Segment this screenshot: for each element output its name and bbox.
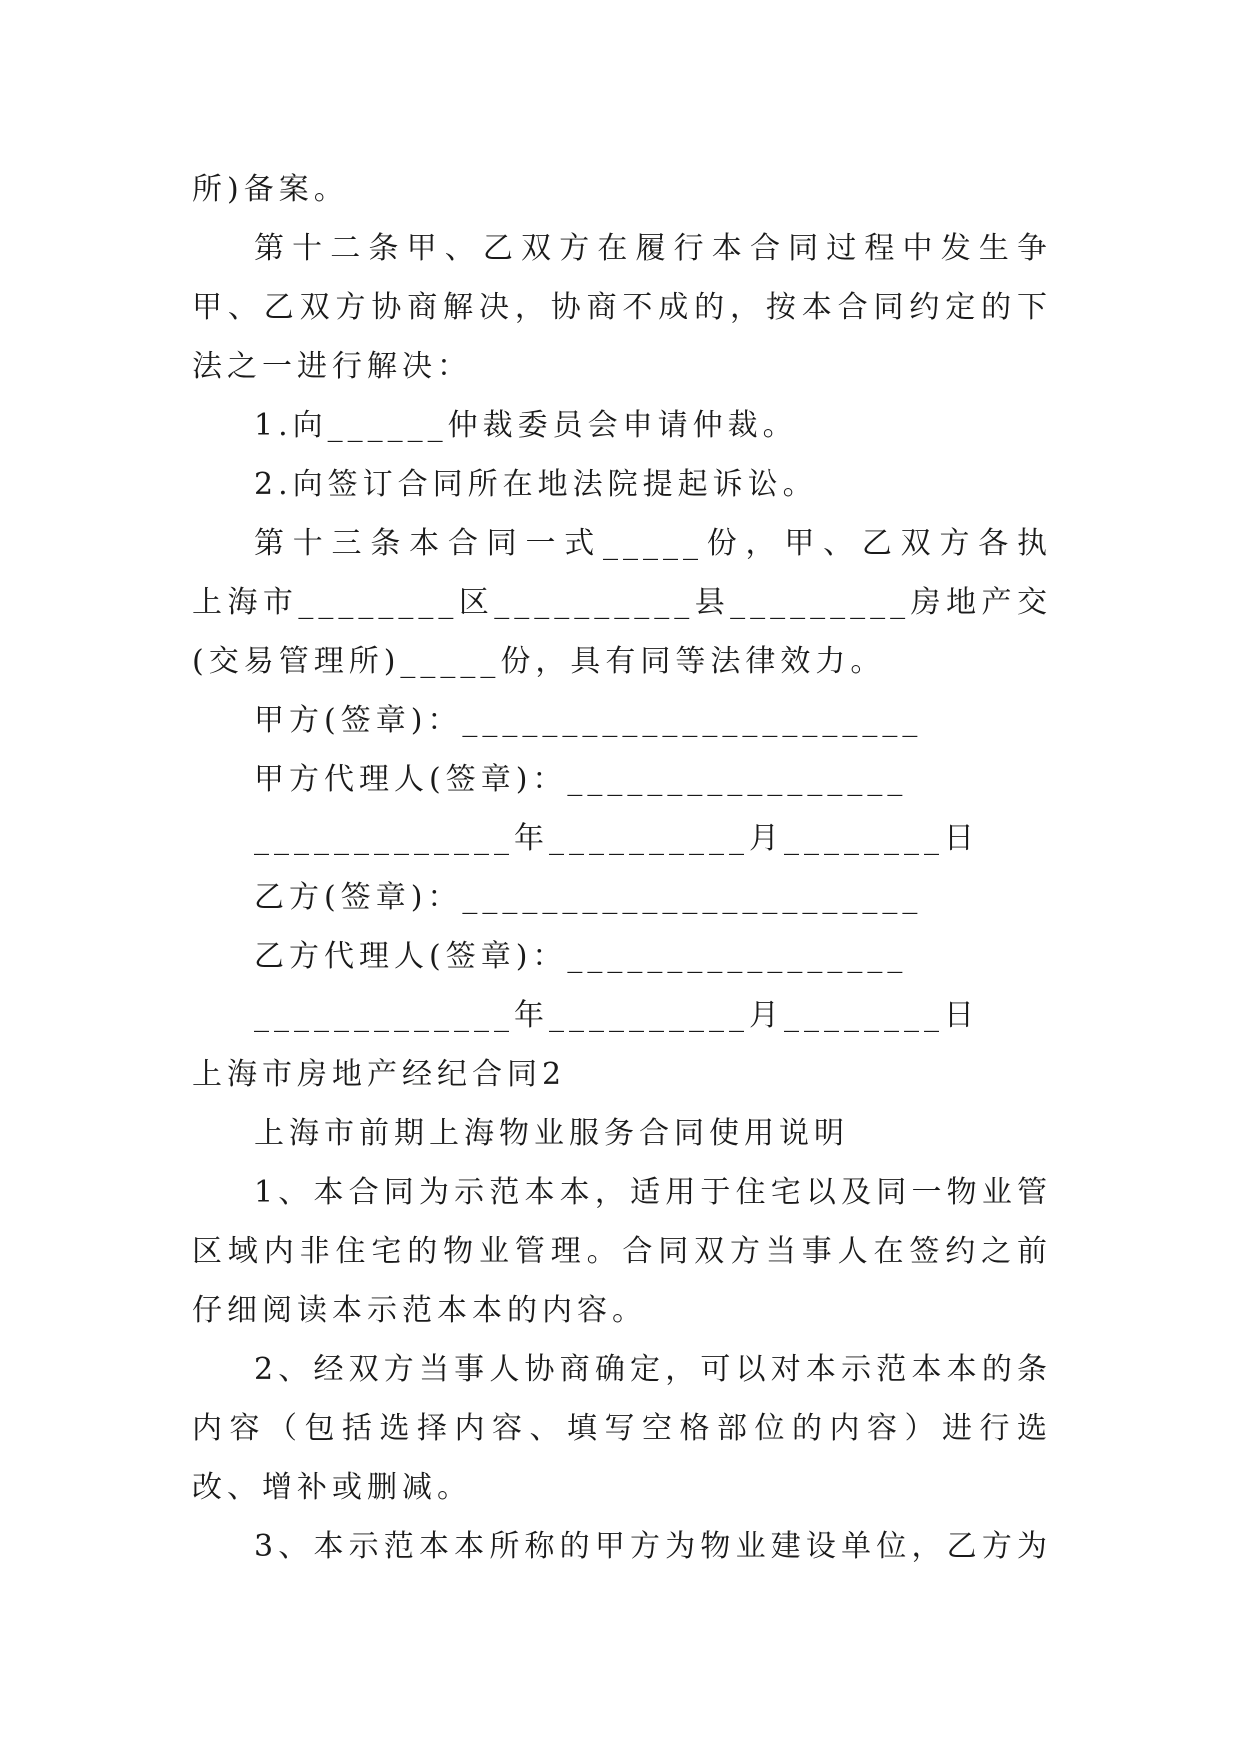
text-line: 第十三条本合同一式_____份，甲、乙双方各执 [254, 526, 1052, 561]
text-line: 2、经双方当事人协商确定，可以对本示范本本的条 [254, 1352, 1052, 1387]
document-page [192, 160, 1052, 1576]
signature-line: 甲方(签章)：_______________________ [254, 703, 923, 738]
text-line: 2.向签订合同所在地法院提起诉讼。 [254, 467, 818, 502]
signature-line: 乙方代理人(签章)：_________________ [254, 939, 908, 974]
text-line: 上海市________区__________县_________房地产交 [192, 585, 1052, 620]
text-line: 内容（包括选择内容、填写空格部位的内容）进行选 [192, 1411, 1052, 1446]
text-line: 改、增补或删减。 [192, 1470, 472, 1505]
text-line: 所)备案。 [192, 172, 349, 207]
signature-line: 甲方代理人(签章)：_________________ [254, 762, 908, 797]
text-line: 3、本示范本本所称的甲方为物业建设单位，乙方为 [254, 1529, 1052, 1564]
text-line: 第十二条甲、乙双方在履行本合同过程中发生争 [254, 231, 1052, 266]
text-line: 甲、乙双方协商解决，协商不成的，按本合同约定的下 [192, 290, 1052, 325]
signature-line: 乙方(签章)：_______________________ [254, 880, 923, 915]
text-line: 1.向______仲裁委员会申请仲裁。 [254, 408, 798, 443]
date-line: _____________年__________月________日 [254, 821, 979, 856]
text-line: 1、本合同为示范本本，适用于住宅以及同一物业管 [254, 1175, 1052, 1210]
text-line: (交易管理所)_____份，具有同等法律效力。 [192, 644, 886, 679]
section-subheading: 上海市前期上海物业服务合同使用说明 [254, 1116, 849, 1151]
text-line: 法之一进行解决： [192, 349, 472, 384]
text-line: 仔细阅读本示范本本的内容。 [192, 1293, 647, 1328]
section-heading: 上海市房地产经纪合同2 [192, 1057, 567, 1092]
text-line: 区域内非住宅的物业管理。合同双方当事人在签约之前 [192, 1234, 1052, 1269]
date-line: _____________年__________月________日 [254, 998, 979, 1033]
